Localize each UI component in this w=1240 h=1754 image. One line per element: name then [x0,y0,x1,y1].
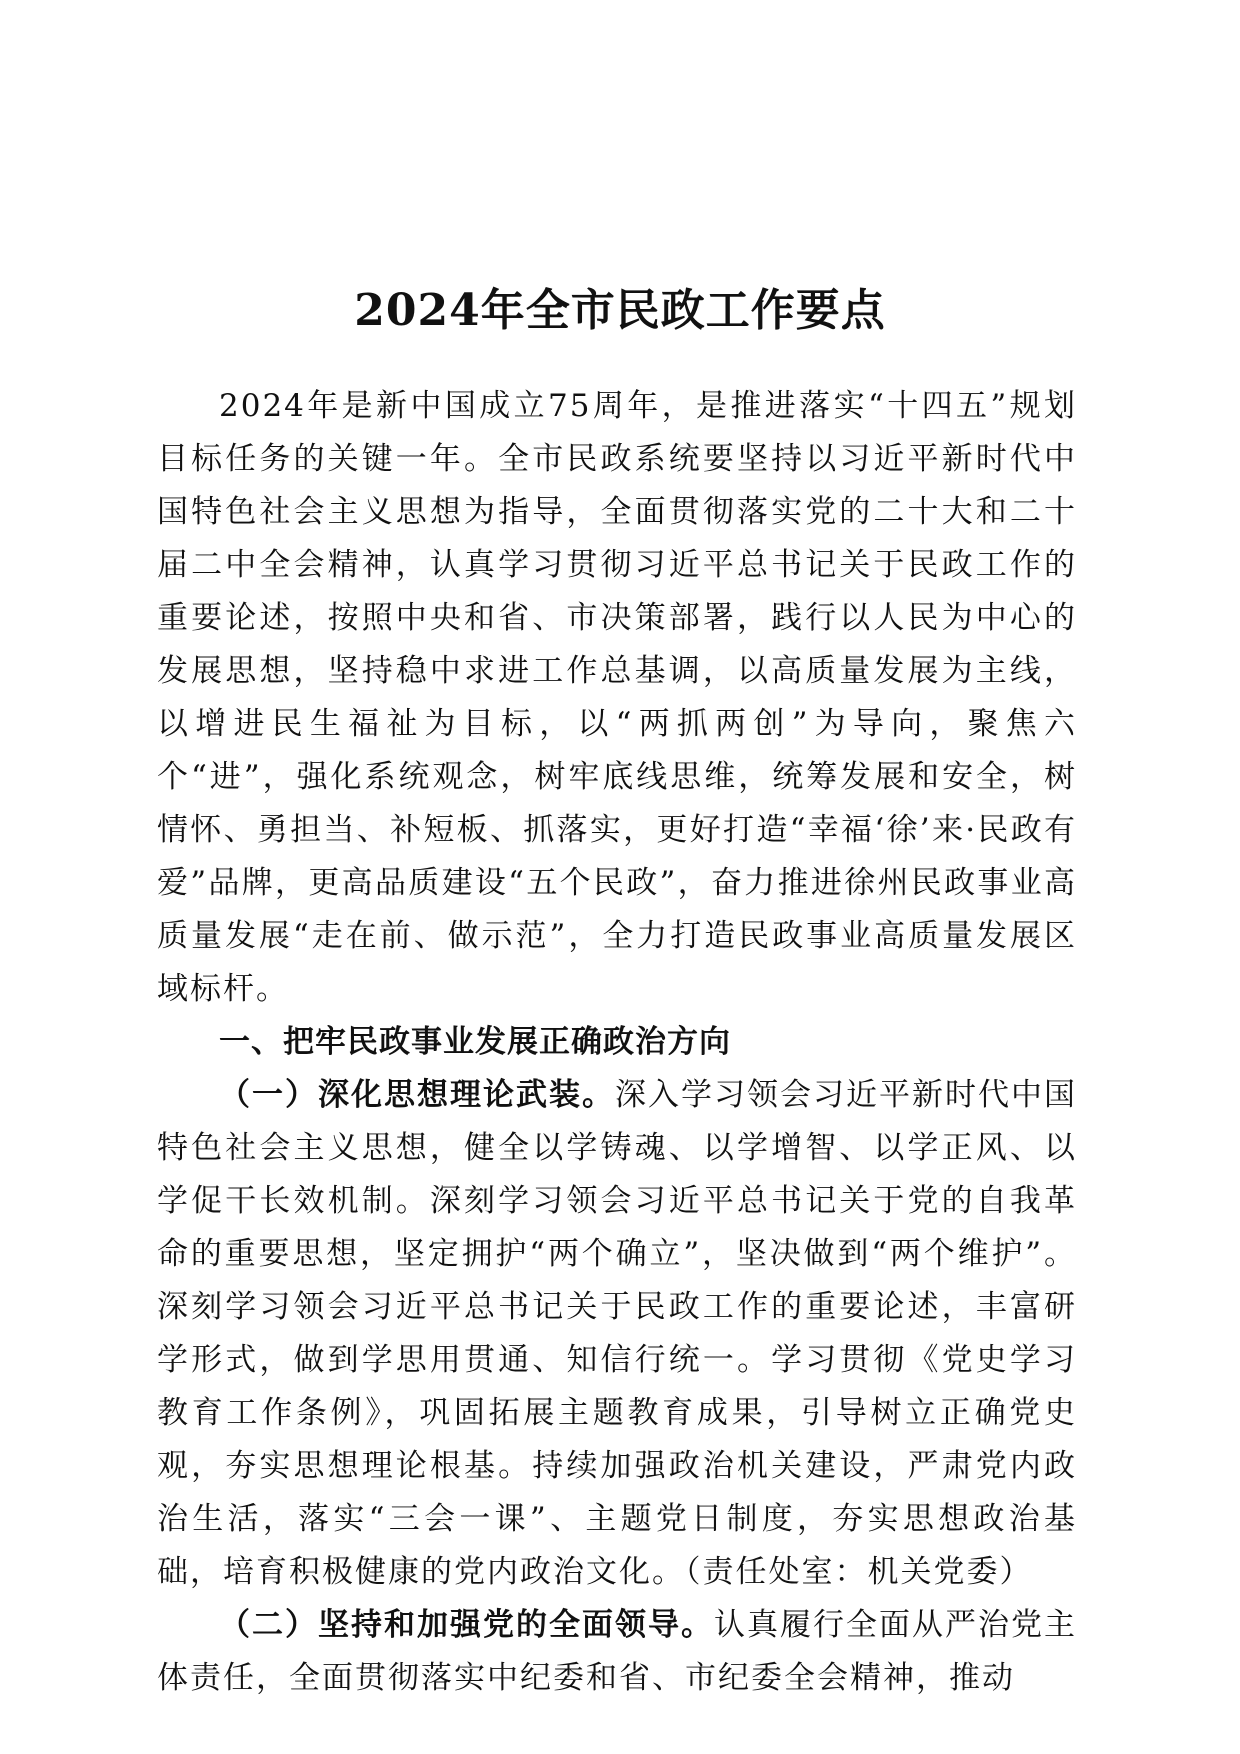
intro-paragraph: 2024年是新中国成立75周年，是推进落实“十四五”规划目标任务的关键一年。全市民政系统要坚持以习近平新时代中国特色社会主义思想为指导，全面贯彻落实党的二十大和二十届二中全会精神，认真学习贯彻习近平总书记关于民政工作的重要论述，按照中央和省、市决策部署，践行以人民为中心的发展思想，坚持稳中求进工作总基调，以高质量发展为主线，以增进民生福祉为目标，以“两抓两创”为导向，聚焦六个“进”，强化系统观念，树牢底线思维，统筹发展和安全，树情怀、勇担当、补短板、抓落实，更好打造“幸福‘徐’来·民政有爱”品牌，更高品质建设“五个民政”，奋力推进徐州民政事业高质量发展“走在前、做示范”，全力打造民政事业高质量发展区域标杆。 [157,388,1077,1007]
document-body [157,380,1077,1705]
section-heading-1: 一、把牢民政事业发展正确政治方向 [219,1024,731,1060]
item-paragraph-2 [157,1599,1077,1705]
item-1-heading: （一）深化思想理论武装。 [219,1077,615,1113]
item-1-body: 深入学习领会习近平新时代中国特色社会主义思想，健全以学铸魂、以学增智、以学正风、以学促干长效机制。深刻学习领会习近平总书记关于党的自我革命的重要思想，坚定拥护“两个确立”，坚决做到“两个维护”。深刻学习领会习近平总书记关于民政工作的重要论述，丰富研学形式，做到学思用贯通、知信行统一。学习贯彻《党史学习教育工作条例》，巩固拓展主题教育成果，引导树立正确党史观，夯实思想理论根基。持续加强政治机关建设，严肃党内政治生活，落实“三会一课”、主题党日制度，夯实思想政治基础，培育积极健康的党内政治文化。（责任处室：机关党委） [157,1077,1077,1590]
item-paragraph-1 [157,1069,1077,1599]
item-2-heading: （二）坚持和加强党的全面领导。 [219,1607,714,1643]
document-title: 2024年全市民政工作要点 [354,285,886,337]
item-2-body: 认真履行全面从严治党主体责任，全面贯彻落实中纪委和省、市纪委全会精神，推动 [157,1607,1077,1696]
